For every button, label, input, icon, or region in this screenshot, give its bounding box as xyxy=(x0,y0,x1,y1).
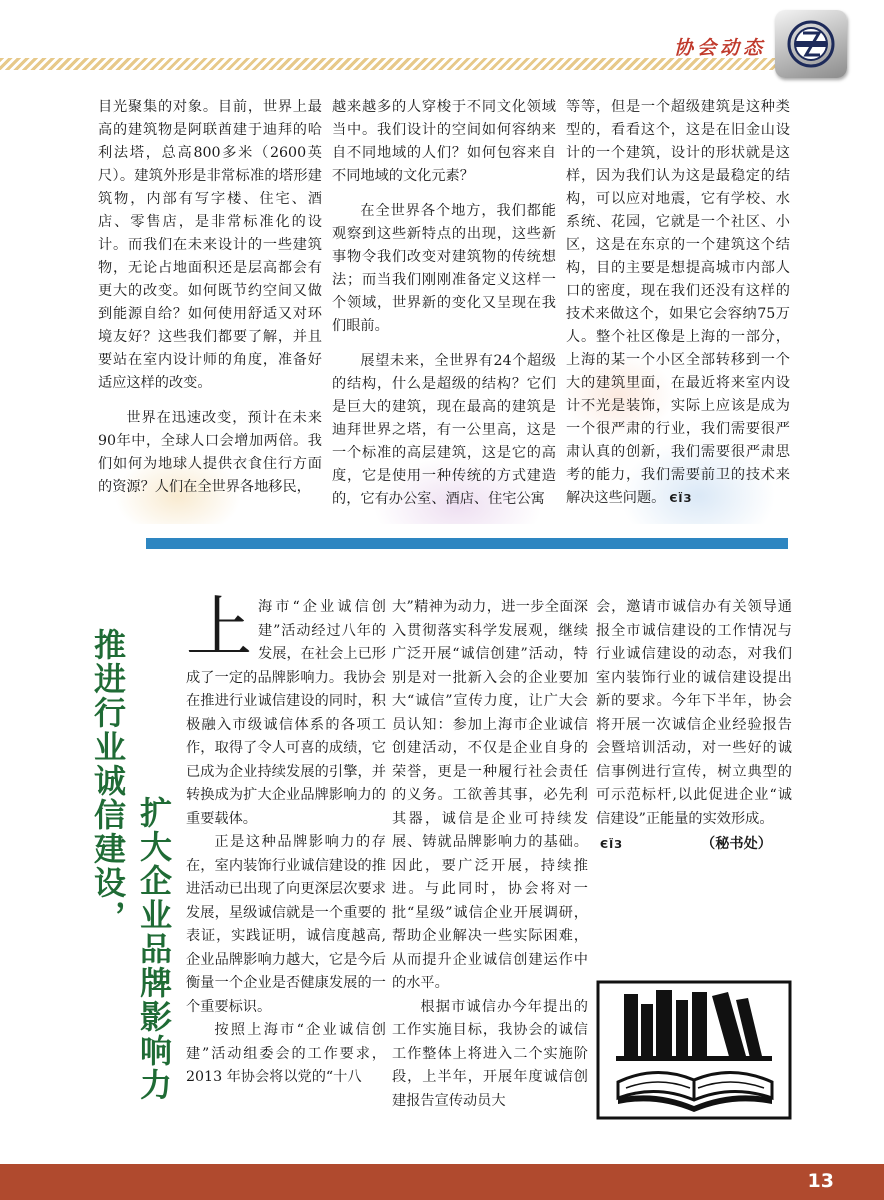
association-logo-icon xyxy=(775,10,847,78)
signature: （秘书处） xyxy=(701,836,772,852)
upper-column-1 xyxy=(98,96,322,511)
end-mark: ЄЇЗ xyxy=(600,838,623,851)
paragraph-text: 海市“企业诚信创建”活动经过八年的发展，在社会上已形成了一定的品牌影响力。我协会在推进行业诚信建设的同时，积极融入市级诚信体系的各项工作，取得了令人可喜的成绩，它已成为企业持续发展的引擎，并转换成为扩大企业品牌影响力的重要载体。 xyxy=(186,599,386,827)
article-title: 推进行业诚信建设， xyxy=(89,628,127,934)
lower-column-3 xyxy=(596,596,792,857)
upper-article xyxy=(98,96,790,524)
paragraph: 按照上海市“企业诚信创建”活动组委会的工作要求，2013 年协会将以党的“十八 xyxy=(186,1022,386,1085)
books-icon xyxy=(596,980,792,1120)
lower-column-1 xyxy=(186,589,386,1090)
paragraph: 展望未来，全世界有24个超级的结构，什么是超级的结构？它们是巨大的建筑，现在最高的建筑是迪拜世界之塔，有一公里高，这是一个标准的高层建筑，这是它的高度，它是使用一种传统的方式建造的，它有办公室、酒店、住宅公寓 xyxy=(332,353,556,507)
paragraph: 正是这种品牌影响力的存在，室内装饰行业诚信建设的推进活动已出现了向更深层次要求发展，星级诚信就是一个重要的表证，实践证明，诚信度越高,企业品牌影响力越大，它是今后衡量一个企业是否健康发展的一个重要标识。 xyxy=(186,834,386,1015)
article-subtitle: 扩大企业品牌影响力 xyxy=(135,796,173,1102)
paragraph xyxy=(186,589,386,831)
section-divider xyxy=(146,538,788,549)
signature-row xyxy=(596,833,792,857)
paragraph: 世界在迅速改变，预计在未来90年中，全球人口会增加两倍。我们如何为地球人提供衣食住行方面的资源？人们在全世界各地移民， xyxy=(98,410,322,495)
section-name: 协会动态 xyxy=(673,37,766,59)
upper-column-3 xyxy=(566,96,790,522)
paragraph-text: 等等，但是一个超级建筑是这种类型的，看看这个，这是在旧金山设计的一个建筑，设计的形状就是这样，因为我们认为这是最稳定的结构，可以应对地震，它有学校、水系统、花园，它就是一个社区、小区，这是在东京的一个建筑这个结构，目的主要是想提高城市内部人口的密度，现在我们还没有这样的技术来做这个，如果它会容纳75万人。整个社区像是上海的一部分，上海的某一个小区全部转移到一个大的建筑里面，在最近将来室内设计不光是装饰，实际上应该是成为一个很严肃的行业，我们需要很严肃认真的创新，我们需要很严肃思考的能力，我们需要前卫的技术来解决这些问题。 xyxy=(566,99,790,506)
page-number: 13 xyxy=(807,1170,834,1192)
lower-column-2 xyxy=(392,596,588,1113)
paragraph: 根据市诚信办今年提出的工作实施目标，我协会的诚信工作整体上将进入二个实施阶段，上半年，开展年度诚信创建报告宣传动员大 xyxy=(392,998,588,1109)
drop-cap: 上 xyxy=(186,589,252,666)
paragraph: 越来越多的人穿梭于不同文化领域当中。我们设计的空间如何容纳来自不同地域的人们？如何包容来自不同地域的文化元素？ xyxy=(332,99,556,184)
paragraph: 目光聚集的对象。目前，世界上最高的建筑物是阿联酋建于迪拜的哈利法塔，总高800多米（2600英尺）。建筑外形是非常标准的塔形建筑物，内部有写字楼、住宅、酒店、零售店，是非常标准化的设计。而我们在未来设计的一些建筑物，无论占地面积还是层高都会有更大的改变。如何既节约空间又做到能源自给？如何使用舒适又对环境友好？这些我们都要了解，并且要站在室内设计师的角度，准备好适应这样的改变。 xyxy=(98,99,322,391)
paragraph xyxy=(566,96,790,510)
paragraph: 大”精神为动力，进一步全面深入贯彻落实科学发展观，继续广泛开展“诚信创建”活动，特别是对一批新入会的企业要加大“诚信”宣传力度，让广大会员认知：参加上海市企业诚信创建活动，不仅是企业自身的荣誉，更是一种履行社会责任的义务。工欲善其事，必先利其器，诚信是企业可持续发展、铸就品牌影响力的基础。因此，要广泛开展，持续推进。与此同时，协会将对一批“星级”诚信企业开展调研，帮助企业解决一些实际困难，从而提升企业诚信创建运作中的水平。 xyxy=(392,599,588,991)
page-footer xyxy=(0,1164,884,1200)
upper-column-2 xyxy=(332,96,556,523)
paragraph: 在全世界各个地方，我们都能观察到这些新特点的出现，这些新事物令我们改变对建筑物的传统想法；而当我们刚刚准备定义这样一个领域，世界新的变化又呈现在我们眼前。 xyxy=(332,203,556,334)
paragraph: 会，邀请市诚信办有关领导通报全市诚信建设的工作情况与行业诚信建设的动态，对我们室内装饰行业的诚信建设提出新的要求。今年下半年，协会将开展一次诚信企业经验报告会暨培训活动，对一些好的诚信事例进行宣传，树立典型的可示范标杆,以此促进企业“诚信建设”正能量的实效形成。 xyxy=(596,599,792,827)
end-mark: ЄЇЗ xyxy=(669,492,693,505)
